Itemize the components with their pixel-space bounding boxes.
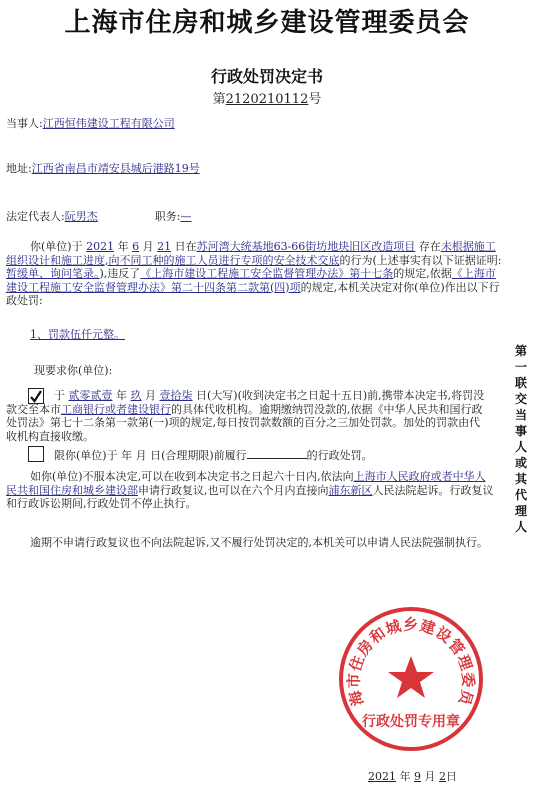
facts-law-basis: 《上海市建设工程施工安全监督管理办法》第二十四条第二款第(四)项: [6, 267, 496, 294]
penalty-text: 1、罚款伍仟元整。: [30, 328, 125, 341]
option2-blank: [247, 448, 307, 459]
address-label: 地址:: [6, 162, 32, 175]
appeal-text: 申请行政复议,也可以在六个月内直接向: [138, 483, 329, 497]
facts-text: 存在: [418, 240, 441, 253]
facts-text: 的规定,依据: [393, 267, 452, 280]
date-month: 9: [414, 770, 421, 783]
appeal-text: 人民法院起诉。行政复议和行政诉讼期间,行政处罚不停止执行。: [6, 483, 494, 510]
facts-location: 苏河湾大统基地63-66街坊地块旧区改造项目: [196, 240, 416, 253]
appeal-text: 如你(单位)不服本决定,可以在收到本决定书之日起六十日内,依法向: [30, 470, 354, 483]
appeal-court: 浦东新区: [328, 483, 373, 497]
date-day: 2: [439, 770, 446, 783]
facts-text: 日在: [174, 240, 197, 253]
facts-violation: 未根据施工组织设计和施工进度,向不同工种的施工人员进行专项的安全技术交底: [6, 240, 496, 267]
option1-year: 贰零贰壹: [68, 389, 113, 402]
option2-line: [54, 447, 373, 463]
document-title: 行政处罚决定书: [210, 67, 323, 86]
option1-text: 年: [116, 389, 127, 402]
party-line: [6, 115, 175, 131]
legal-rep-line: [6, 208, 191, 224]
position-label: 职务:: [154, 210, 181, 223]
party-label: 当事人:: [6, 117, 43, 130]
legal-rep-label: 法定代表人:: [6, 210, 65, 223]
facts-text: 的行为(上述事实有以下证据证明:: [339, 253, 502, 267]
facts-text: 的规定,本机关决定对你(单位)作出以下行政处罚:: [6, 280, 500, 307]
position-value: —: [180, 210, 192, 223]
option2-text: 限你(单位)于 年 月 日(合理期限)前履行: [54, 449, 247, 462]
option1-text: 月: [145, 389, 156, 402]
legal-rep-value: 阮男杰: [64, 210, 98, 223]
option2-text: 的行政处罚。: [306, 449, 373, 462]
option1-paragraph: [6, 389, 486, 443]
copy-note: 第一联 交当事人或其代理人: [514, 344, 527, 534]
date-month-unit: 月: [424, 770, 436, 783]
facts-text: ),违反了: [99, 267, 141, 280]
facts-law-violated: 《上海市建设工程施工安全监督管理办法》第十七条: [140, 267, 394, 280]
issue-date: [368, 768, 457, 784]
party-value: 江西恒伟建设工程有限公司: [42, 117, 175, 130]
option2-checkbox[interactable]: [28, 446, 44, 462]
document-number-value: 2120210112: [225, 92, 309, 107]
penalty-line: [30, 326, 125, 342]
facts-year: 2021: [86, 240, 115, 253]
date-day-unit: 日: [446, 770, 457, 783]
appeal-paragraph: [6, 470, 496, 511]
facts-paragraph: [6, 240, 502, 308]
enforcement-paragraph: 逾期不申请行政复议也不向法院起诉,又不履行处罚决定的,本机关可以申请人民法院强制执行。: [30, 536, 488, 549]
seal-center-text: 行政处罚专用章: [362, 714, 460, 730]
option1-day: 壹拾柒: [159, 389, 193, 402]
date-year: 2021: [368, 770, 396, 783]
option1-month: 玖: [130, 389, 142, 402]
option1-text: 于: [54, 389, 65, 402]
facts-text: 年: [117, 240, 129, 253]
requirement-line: 现要求你(单位):: [34, 364, 113, 377]
option1-text: 日(大写)(收到决定书之日起十五日)前,携带本决定书,将罚没款交至本市: [6, 389, 485, 416]
facts-evidence: 暂缓单、询问笔录。: [6, 267, 100, 280]
appeal-review-org: 上海市人民政府或者中华人民共和国住房和城乡建设部: [6, 470, 486, 497]
seal-icon: [336, 604, 486, 754]
svg-text:上海市住房和城乡建设管理委员会: [336, 604, 477, 708]
facts-text: 你(单位)于: [30, 240, 83, 253]
document-number: [0, 88, 534, 107]
document-number-prefix: 第: [212, 92, 226, 107]
address-line: [6, 160, 200, 176]
org-title: 上海市住房和城乡建设管理委员会: [64, 8, 470, 38]
facts-day: 21: [157, 240, 172, 253]
facts-text: 月: [142, 240, 154, 253]
option1-text: 的具体代收机构。逾期缴纳罚没款的,依据《中华人民共和国行政处罚法》第七十二条第一款第(一)项的规定,每日按罚款数额的百分之三加处罚款。加处的罚款由代收机构直接收缴。: [6, 402, 483, 443]
option1-bank: 工商银行或者建设银行: [61, 402, 171, 416]
document-number-suffix: 号: [308, 92, 322, 107]
seal-ring-text: 海市住房和城乡建设管理委员: [344, 615, 478, 708]
address-value: 江西省南昌市靖安县城后港路19号: [31, 162, 200, 175]
date-year-unit: 年: [399, 770, 411, 783]
facts-month: 6: [132, 240, 140, 253]
official-seal: [336, 604, 486, 754]
